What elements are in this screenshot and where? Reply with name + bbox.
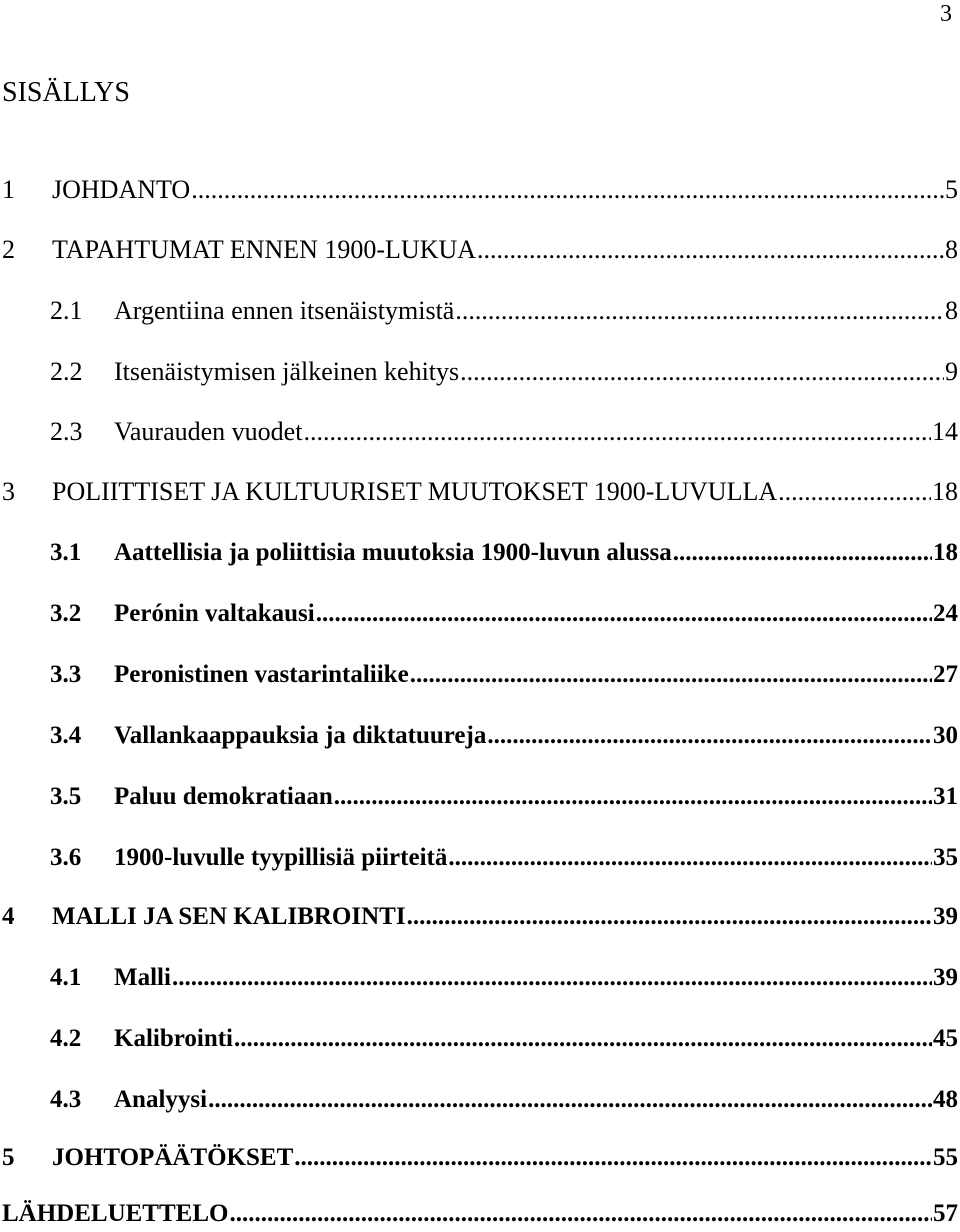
- toc-entry[interactable]: [0, 840, 960, 876]
- toc-entry-title: 1900-luvulle tyypillisiä piirteitä: [114, 844, 448, 871]
- toc-entry-number: 2.1: [50, 296, 83, 325]
- toc-entry[interactable]: [0, 596, 960, 632]
- toc-entry-title: TAPAHTUMAT ENNEN 1900-LUKUA: [52, 235, 477, 264]
- toc-entry[interactable]: [0, 293, 960, 329]
- toc-entry-number: 3.6: [50, 844, 82, 871]
- toc-entry[interactable]: [0, 535, 960, 571]
- toc-dot-leader: [477, 232, 944, 268]
- toc-dot-leader: [460, 354, 944, 390]
- toc-entry-number: 2.2: [50, 357, 83, 386]
- toc-entry[interactable]: [0, 474, 960, 510]
- toc-entry-number: 3: [2, 477, 15, 506]
- toc-dot-leader: [316, 596, 932, 632]
- toc-entry-page: 57: [933, 1200, 958, 1227]
- toc-entry-page: 55: [933, 1144, 958, 1171]
- toc-dot-leader: [172, 960, 932, 996]
- toc-entry-page: 5: [945, 175, 958, 204]
- toc-entry-page: 48: [933, 1086, 958, 1113]
- toc-entry-number: 5: [2, 1144, 15, 1171]
- toc-entry[interactable]: [0, 172, 960, 208]
- toc-entry-title: JOHDANTO: [52, 175, 191, 204]
- toc-entry-page: 30: [933, 722, 958, 749]
- toc-entry-title: Analyysi: [114, 1086, 208, 1113]
- toc-entry-number: 1: [2, 175, 15, 204]
- toc-entry-title: Paluu demokratiaan: [114, 783, 333, 810]
- toc-entry-number: 3.4: [50, 722, 82, 749]
- toc-entry-title: Perónin valtakausi: [114, 600, 315, 627]
- toc-dot-leader: [410, 657, 932, 693]
- toc-entry[interactable]: [0, 657, 960, 693]
- toc-dot-leader: [407, 899, 932, 935]
- toc-dot-leader: [234, 1021, 932, 1057]
- toc-entry-page: 9: [945, 357, 958, 386]
- toc-entry-page: 31: [933, 783, 958, 810]
- toc-entry-title: MALLI JA SEN KALIBROINTI: [52, 903, 406, 930]
- toc-entry-title: Aattellisia ja poliittisia muutoksia 1900-luvun alussa: [114, 539, 672, 566]
- toc-entry[interactable]: [0, 232, 960, 268]
- toc-entry-title: Itsenäistymisen jälkeinen kehitys: [114, 357, 460, 386]
- toc-entry-title: LÄHDELUETTELO: [2, 1200, 229, 1227]
- toc-title: SISÄLLYS: [2, 77, 130, 108]
- toc-dot-leader: [191, 172, 944, 208]
- toc-entry-number: 3.2: [50, 600, 82, 627]
- toc-entry-page: 27: [933, 661, 958, 688]
- toc-dot-leader: [778, 474, 931, 510]
- toc-entry[interactable]: [0, 1021, 960, 1057]
- toc-entry-title: Vallankaappauksia ja diktatuureja: [114, 722, 487, 749]
- toc-entry-page: 39: [933, 903, 958, 930]
- toc-dot-leader: [303, 414, 931, 450]
- toc-entry[interactable]: [0, 354, 960, 390]
- toc-entry-page: 18: [933, 539, 958, 566]
- toc-entry[interactable]: [0, 718, 960, 754]
- toc-entry-page: 39: [933, 964, 958, 991]
- toc-entry[interactable]: [0, 1196, 960, 1232]
- toc-entry-number: 4: [2, 903, 15, 930]
- toc-entry-page: 8: [945, 296, 958, 325]
- toc-entry-title: Vaurauden vuodet: [114, 417, 303, 446]
- toc-entry[interactable]: [0, 1082, 960, 1118]
- toc-dot-leader: [229, 1196, 932, 1232]
- toc-entry[interactable]: [0, 960, 960, 996]
- toc-dot-leader: [334, 779, 932, 815]
- toc-entry[interactable]: [0, 414, 960, 450]
- toc-dot-leader: [448, 840, 932, 876]
- toc-entry-number: 4.1: [50, 964, 82, 991]
- page-number: 3: [940, 1, 952, 27]
- toc-entry-number: 2: [2, 235, 15, 264]
- toc-entry[interactable]: [0, 899, 960, 935]
- toc-entry-title: Kalibrointi: [114, 1025, 234, 1052]
- toc-entry-number: 4.3: [50, 1086, 82, 1113]
- toc-dot-leader: [294, 1140, 932, 1176]
- toc-entry-title: Malli: [114, 964, 171, 991]
- toc-entry-title: JOHTOPÄÄTÖKSET: [52, 1144, 294, 1171]
- toc-entry-page: 18: [932, 477, 958, 506]
- toc-entry-number: 3.5: [50, 783, 82, 810]
- toc-entry-number: 3.1: [50, 539, 82, 566]
- toc-entry-title: Argentiina ennen itsenäistymistä: [114, 296, 455, 325]
- toc-entry-page: 8: [945, 235, 958, 264]
- toc-entry-number: 4.2: [50, 1025, 82, 1052]
- toc-dot-leader: [455, 293, 944, 329]
- toc-entry-page: 24: [933, 600, 958, 627]
- toc-entry-title: POLIITTISET JA KULTUURISET MUUTOKSET 1900-LUVULLA: [52, 477, 778, 506]
- toc-entry-title: Peronistinen vastarintaliike: [114, 661, 409, 688]
- toc-entry-page: 35: [933, 844, 958, 871]
- toc-entry[interactable]: [0, 779, 960, 815]
- toc-dot-leader: [673, 535, 932, 571]
- toc-entry-number: 3.3: [50, 661, 82, 688]
- toc-entry-number: 2.3: [50, 417, 83, 446]
- toc-dot-leader: [208, 1082, 932, 1118]
- toc-entry-page: 14: [932, 417, 958, 446]
- toc-entry-page: 45: [933, 1025, 958, 1052]
- toc-entry[interactable]: [0, 1140, 960, 1176]
- toc-dot-leader: [487, 718, 932, 754]
